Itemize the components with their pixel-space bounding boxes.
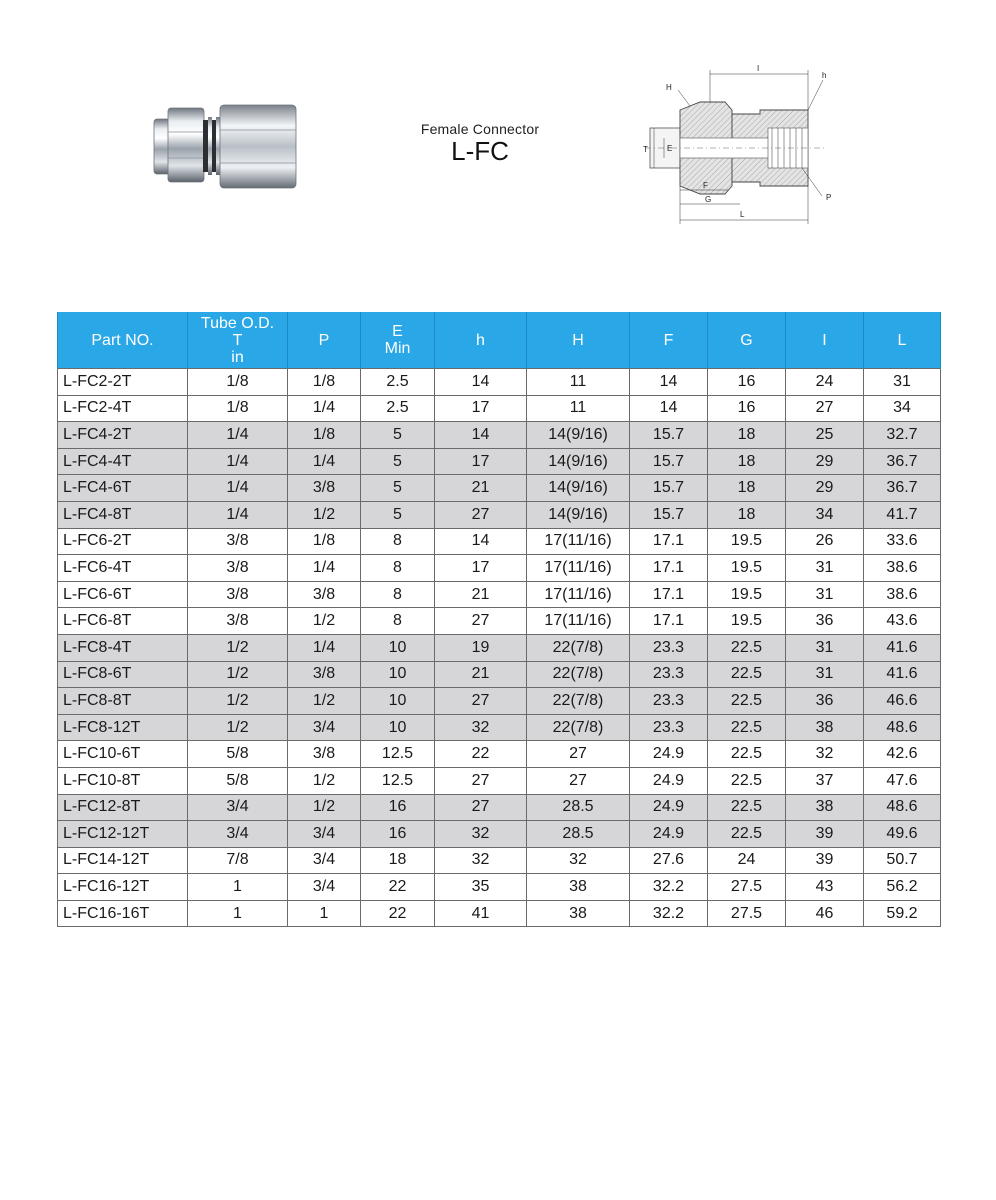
col-header-l: L — [864, 312, 941, 369]
table-cell: 17(11/16) — [527, 581, 630, 608]
table-cell: 38 — [786, 714, 864, 741]
label-F: F — [703, 181, 708, 190]
table-cell: 1/2 — [288, 794, 361, 821]
table-cell: 17 — [435, 448, 527, 475]
table-cell: 1/4 — [188, 448, 288, 475]
table-row — [58, 688, 941, 715]
table-cell: 1/4 — [188, 422, 288, 449]
table-row — [58, 369, 941, 396]
table-cell: 1/2 — [188, 688, 288, 715]
table-cell: 1/8 — [188, 369, 288, 396]
table-cell: 22 — [361, 900, 435, 927]
table-cell: 21 — [435, 661, 527, 688]
product-subtitle: Female Connector — [420, 121, 540, 137]
table-cell: 32 — [435, 821, 527, 848]
cell-part-no: L-FC16-16T — [58, 900, 188, 927]
col-header-e — [361, 312, 435, 369]
table-cell: 24.9 — [630, 821, 708, 848]
table-cell: 27 — [527, 767, 630, 794]
table-cell: 1/8 — [188, 395, 288, 422]
table-cell: 1/2 — [188, 634, 288, 661]
table-cell: 3/4 — [288, 874, 361, 901]
table-row — [58, 741, 941, 768]
title-block — [395, 121, 565, 165]
cell-part-no: L-FC4-4T — [58, 448, 188, 475]
table-cell: 27 — [786, 395, 864, 422]
table-row — [58, 555, 941, 582]
table-cell: 32.7 — [864, 422, 941, 449]
table-cell: 29 — [786, 475, 864, 502]
table-cell: 17.1 — [630, 608, 708, 635]
table-cell: 3/8 — [188, 608, 288, 635]
table-cell: 38 — [527, 874, 630, 901]
table-row — [58, 422, 941, 449]
table-cell: 33.6 — [864, 528, 941, 555]
table-cell: 27 — [527, 741, 630, 768]
spec-table — [57, 312, 941, 927]
table-row — [58, 900, 941, 927]
table-cell: 19.5 — [708, 581, 786, 608]
table-cell: 22.5 — [708, 794, 786, 821]
table-cell: 3/8 — [288, 741, 361, 768]
table-cell: 3/8 — [188, 555, 288, 582]
table-cell: 1/2 — [288, 501, 361, 528]
e-line-2: Min — [384, 340, 411, 357]
table-cell: 22.5 — [708, 688, 786, 715]
col-header-f: F — [630, 312, 708, 369]
table-cell: 17(11/16) — [527, 555, 630, 582]
table-cell: 36.7 — [864, 475, 941, 502]
table-cell: 31 — [786, 634, 864, 661]
table-cell: 3/8 — [188, 528, 288, 555]
table-cell: 37 — [786, 767, 864, 794]
table-header-row — [58, 312, 941, 369]
table-row — [58, 847, 941, 874]
label-I: I — [757, 64, 760, 73]
table-cell: 48.6 — [864, 794, 941, 821]
table-cell: 34 — [864, 395, 941, 422]
table-cell: 14(9/16) — [527, 448, 630, 475]
table-cell: 27.6 — [630, 847, 708, 874]
table-cell: 22.5 — [708, 821, 786, 848]
table-cell: 26 — [786, 528, 864, 555]
table-cell: 1/8 — [288, 528, 361, 555]
table-cell: 1/4 — [188, 475, 288, 502]
cell-part-no: L-FC16-12T — [58, 874, 188, 901]
table-cell: 7/8 — [188, 847, 288, 874]
table-cell: 3/8 — [288, 475, 361, 502]
label-E: E — [667, 144, 673, 153]
table-cell: 31 — [786, 555, 864, 582]
label-h: h — [822, 71, 827, 80]
table-cell: 22.5 — [708, 741, 786, 768]
col-header-p: P — [288, 312, 361, 369]
table-cell: 38 — [527, 900, 630, 927]
table-cell: 32 — [527, 847, 630, 874]
table-cell: 27 — [435, 501, 527, 528]
table-cell: 18 — [708, 448, 786, 475]
label-L: L — [740, 210, 745, 219]
table-cell: 23.3 — [630, 634, 708, 661]
table-row — [58, 794, 941, 821]
cell-part-no: L-FC6-4T — [58, 555, 188, 582]
table-cell: 5 — [361, 475, 435, 502]
table-cell: 1/2 — [288, 688, 361, 715]
table-row — [58, 767, 941, 794]
table-cell: 15.7 — [630, 501, 708, 528]
table-cell: 28.5 — [527, 794, 630, 821]
table-row — [58, 661, 941, 688]
table-cell: 1/4 — [188, 501, 288, 528]
cell-part-no: L-FC6-6T — [58, 581, 188, 608]
table-cell: 14(9/16) — [527, 422, 630, 449]
table-cell: 18 — [708, 475, 786, 502]
label-G: G — [705, 195, 712, 204]
table-cell: 36.7 — [864, 448, 941, 475]
tube-od-line-1: Tube O.D. — [200, 314, 275, 332]
table-cell: 3/4 — [288, 714, 361, 741]
table-row — [58, 581, 941, 608]
table-cell: 38 — [786, 794, 864, 821]
table-row — [58, 395, 941, 422]
e-line-1: E — [392, 323, 403, 340]
table-cell: 22(7/8) — [527, 661, 630, 688]
table-cell: 14 — [435, 422, 527, 449]
table-cell: 41.6 — [864, 634, 941, 661]
table-cell: 59.2 — [864, 900, 941, 927]
table-cell: 14(9/16) — [527, 501, 630, 528]
label-P: P — [826, 193, 832, 202]
table-cell: 24 — [708, 847, 786, 874]
spec-table-body — [58, 369, 941, 927]
table-cell: 22 — [435, 741, 527, 768]
table-cell: 1 — [188, 874, 288, 901]
table-cell: 46 — [786, 900, 864, 927]
table-cell: 47.6 — [864, 767, 941, 794]
table-row — [58, 528, 941, 555]
table-cell: 22.5 — [708, 767, 786, 794]
cell-part-no: L-FC8-12T — [58, 714, 188, 741]
table-row — [58, 821, 941, 848]
label-T: T — [643, 145, 648, 154]
cell-part-no: L-FC8-4T — [58, 634, 188, 661]
table-cell: 16 — [708, 395, 786, 422]
table-row — [58, 448, 941, 475]
table-cell: 36 — [786, 608, 864, 635]
table-cell: 32 — [435, 714, 527, 741]
tube-od-line-2: T — [232, 331, 243, 349]
table-cell: 27 — [435, 794, 527, 821]
table-cell: 50.7 — [864, 847, 941, 874]
cell-part-no: L-FC4-6T — [58, 475, 188, 502]
table-cell: 22(7/8) — [527, 688, 630, 715]
cell-part-no: L-FC12-8T — [58, 794, 188, 821]
table-cell: 11 — [527, 395, 630, 422]
table-cell: 14 — [435, 528, 527, 555]
col-header-h-big: H — [527, 312, 630, 369]
table-cell: 1 — [188, 900, 288, 927]
table-cell: 14(9/16) — [527, 475, 630, 502]
table-cell: 24.9 — [630, 741, 708, 768]
table-cell: 18 — [361, 847, 435, 874]
table-cell: 27 — [435, 688, 527, 715]
table-cell: 1/2 — [188, 714, 288, 741]
table-cell: 1/4 — [288, 395, 361, 422]
table-cell: 32 — [435, 847, 527, 874]
table-cell: 3/8 — [288, 661, 361, 688]
col-header-tube-od — [188, 312, 288, 369]
table-cell: 12.5 — [361, 767, 435, 794]
table-cell: 3/8 — [288, 581, 361, 608]
table-cell: 14 — [630, 395, 708, 422]
table-cell: 22.5 — [708, 634, 786, 661]
table-cell: 32.2 — [630, 874, 708, 901]
table-cell: 24 — [786, 369, 864, 396]
table-cell: 14 — [630, 369, 708, 396]
table-cell: 8 — [361, 528, 435, 555]
table-cell: 21 — [435, 581, 527, 608]
table-cell: 8 — [361, 581, 435, 608]
table-cell: 10 — [361, 634, 435, 661]
table-cell: 17.1 — [630, 555, 708, 582]
table-cell: 5 — [361, 422, 435, 449]
table-cell: 24.9 — [630, 767, 708, 794]
table-cell: 17.1 — [630, 528, 708, 555]
table-cell: 17(11/16) — [527, 608, 630, 635]
table-cell: 1/2 — [188, 661, 288, 688]
table-cell: 8 — [361, 555, 435, 582]
table-cell: 3/4 — [288, 847, 361, 874]
table-cell: 15.7 — [630, 448, 708, 475]
table-cell: 32.2 — [630, 900, 708, 927]
table-cell: 1/8 — [288, 369, 361, 396]
col-header-h-small: h — [435, 312, 527, 369]
table-cell: 22.5 — [708, 714, 786, 741]
table-cell: 27.5 — [708, 874, 786, 901]
table-cell: 22(7/8) — [527, 634, 630, 661]
table-cell: 15.7 — [630, 475, 708, 502]
table-cell: 43.6 — [864, 608, 941, 635]
table-cell: 22.5 — [708, 661, 786, 688]
cell-part-no: L-FC4-2T — [58, 422, 188, 449]
table-cell: 5/8 — [188, 767, 288, 794]
table-cell: 3/8 — [188, 581, 288, 608]
table-cell: 12.5 — [361, 741, 435, 768]
table-cell: 29 — [786, 448, 864, 475]
col-header-i: I — [786, 312, 864, 369]
table-cell: 16 — [361, 794, 435, 821]
table-cell: 14 — [435, 369, 527, 396]
table-cell: 21 — [435, 475, 527, 502]
technical-drawing — [640, 60, 850, 230]
table-cell: 18 — [708, 422, 786, 449]
table-row — [58, 475, 941, 502]
table-cell: 16 — [361, 821, 435, 848]
table-cell: 8 — [361, 608, 435, 635]
table-cell: 2.5 — [361, 395, 435, 422]
table-cell: 35 — [435, 874, 527, 901]
table-cell: 15.7 — [630, 422, 708, 449]
table-cell: 27.5 — [708, 900, 786, 927]
cell-part-no: L-FC2-4T — [58, 395, 188, 422]
table-cell: 17 — [435, 555, 527, 582]
col-header-g: G — [708, 312, 786, 369]
table-cell: 22 — [361, 874, 435, 901]
table-cell: 38.6 — [864, 581, 941, 608]
table-cell: 56.2 — [864, 874, 941, 901]
table-cell: 48.6 — [864, 714, 941, 741]
table-cell: 10 — [361, 688, 435, 715]
table-cell: 17 — [435, 395, 527, 422]
table-cell: 28.5 — [527, 821, 630, 848]
table-cell: 41.7 — [864, 501, 941, 528]
table-cell: 39 — [786, 821, 864, 848]
table-cell: 31 — [864, 369, 941, 396]
cell-part-no: L-FC10-8T — [58, 767, 188, 794]
cell-part-no: L-FC8-8T — [58, 688, 188, 715]
table-cell: 19 — [435, 634, 527, 661]
cell-part-no: L-FC6-8T — [58, 608, 188, 635]
table-cell: 10 — [361, 714, 435, 741]
table-cell: 31 — [786, 581, 864, 608]
cell-part-no: L-FC2-2T — [58, 369, 188, 396]
table-cell: 22(7/8) — [527, 714, 630, 741]
cell-part-no: L-FC14-12T — [58, 847, 188, 874]
table-cell: 42.6 — [864, 741, 941, 768]
table-cell: 19.5 — [708, 555, 786, 582]
table-cell: 23.3 — [630, 714, 708, 741]
table-cell: 2.5 — [361, 369, 435, 396]
table-cell: 27 — [435, 608, 527, 635]
table-cell: 24.9 — [630, 794, 708, 821]
tube-od-line-3: in — [231, 348, 244, 366]
table-cell: 5 — [361, 448, 435, 475]
table-cell: 3/4 — [188, 821, 288, 848]
table-cell: 5/8 — [188, 741, 288, 768]
product-model: L-FC — [451, 136, 509, 166]
cell-part-no: L-FC6-2T — [58, 528, 188, 555]
table-cell: 41 — [435, 900, 527, 927]
table-cell: 1 — [288, 900, 361, 927]
table-cell: 41.6 — [864, 661, 941, 688]
table-cell: 32 — [786, 741, 864, 768]
table-cell: 17.1 — [630, 581, 708, 608]
table-cell: 31 — [786, 661, 864, 688]
table-cell: 38.6 — [864, 555, 941, 582]
table-cell: 19.5 — [708, 608, 786, 635]
table-cell: 11 — [527, 369, 630, 396]
table-cell: 49.6 — [864, 821, 941, 848]
table-cell: 46.6 — [864, 688, 941, 715]
label-H: H — [666, 83, 672, 92]
table-row — [58, 634, 941, 661]
table-cell: 1/8 — [288, 422, 361, 449]
table-cell: 1/4 — [288, 448, 361, 475]
cell-part-no: L-FC8-6T — [58, 661, 188, 688]
table-cell: 36 — [786, 688, 864, 715]
table-row — [58, 608, 941, 635]
table-cell: 1/4 — [288, 555, 361, 582]
table-cell: 1/2 — [288, 767, 361, 794]
table-cell: 23.3 — [630, 688, 708, 715]
cell-part-no: L-FC4-8T — [58, 501, 188, 528]
table-cell: 1/2 — [288, 608, 361, 635]
table-cell: 5 — [361, 501, 435, 528]
table-row — [58, 714, 941, 741]
table-cell: 17(11/16) — [527, 528, 630, 555]
table-cell: 16 — [708, 369, 786, 396]
cell-part-no: L-FC10-6T — [58, 741, 188, 768]
table-row — [58, 501, 941, 528]
table-cell: 3/4 — [288, 821, 361, 848]
table-cell: 18 — [708, 501, 786, 528]
table-row — [58, 874, 941, 901]
table-cell: 34 — [786, 501, 864, 528]
col-header-part: Part NO. — [58, 312, 188, 369]
table-cell: 23.3 — [630, 661, 708, 688]
product-photo — [150, 95, 300, 190]
table-cell: 10 — [361, 661, 435, 688]
table-cell: 39 — [786, 847, 864, 874]
table-cell: 43 — [786, 874, 864, 901]
table-cell: 27 — [435, 767, 527, 794]
table-cell: 19.5 — [708, 528, 786, 555]
table-cell: 1/4 — [288, 634, 361, 661]
table-cell: 3/4 — [188, 794, 288, 821]
table-cell: 25 — [786, 422, 864, 449]
cell-part-no: L-FC12-12T — [58, 821, 188, 848]
